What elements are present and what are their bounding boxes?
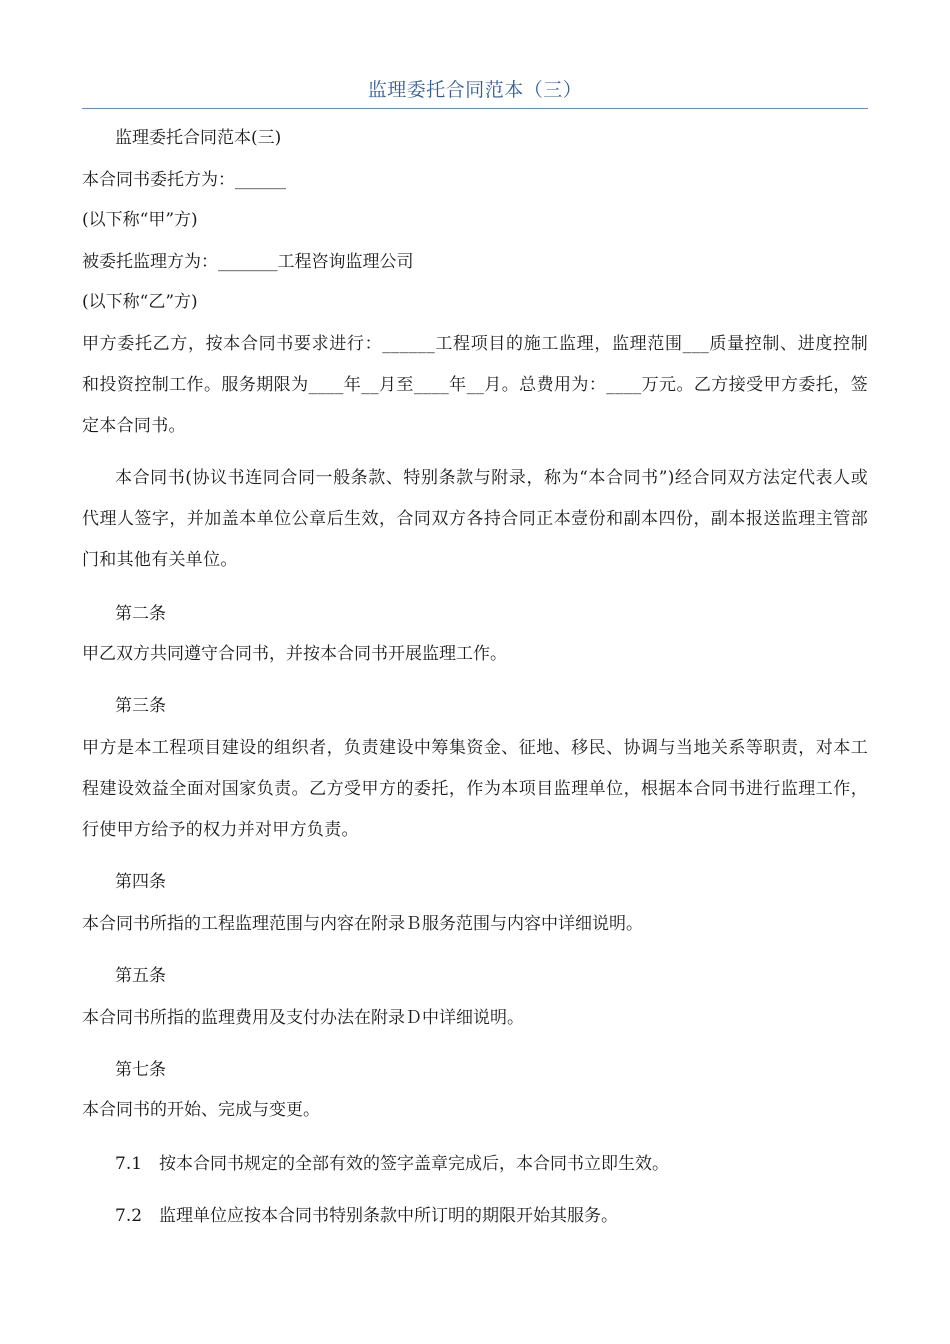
supervisor-alias: (以下称“乙”方) xyxy=(82,292,198,312)
validity-paragraph: 本合同书(协议书连同合同一般条款、特别条款与附录，称为“本合同书”)经合同双方法定代表人或代理人签字，并加盖本单位公章后生效，合同双方各持合同正本壹份和副本四份，副本报送监理主管部门和其他有关单位。 xyxy=(82,468,868,570)
article-2-heading: 第二条 xyxy=(115,604,166,624)
clause-7-1: 7.1 按本合同书规定的全部有效的签字盖章完成后，本合同书立即生效。 xyxy=(115,1154,670,1174)
supervisor-line: 被委托监理方为：_______工程咨询监理公司 xyxy=(82,252,414,272)
article-3-heading: 第三条 xyxy=(115,696,166,716)
client-line: 本合同书委托方为：______ xyxy=(82,170,286,190)
article-5-heading: 第五条 xyxy=(115,966,166,986)
article-3-text: 甲方是本工程项目建设的组织者，负责建设中筹集资金、征地、移民、协调与当地关系等职责，对本工程建设效益全面对国家负责。乙方受甲方的委托，作为本项目监理单位，根据本合同书进行监理工作，行使甲方给予的权力并对甲方负责。 xyxy=(82,738,868,840)
clause-7-2: 7.2 监理单位应按本合同书特别条款中所订明的期限开始其服务。 xyxy=(115,1206,619,1226)
article-4-text: 本合同书所指的工程监理范围与内容在附录Ｂ服务范围与内容中详细说明。 xyxy=(82,914,643,934)
document-title: 监理委托合同范本(三) xyxy=(115,128,282,148)
article-7-heading: 第七条 xyxy=(115,1060,166,1080)
article-2-text: 甲乙双方共同遵守合同书，并按本合同书开展监理工作。 xyxy=(82,644,507,664)
page-header-title: 监理委托合同范本（三） xyxy=(367,79,583,101)
header-divider xyxy=(82,108,868,109)
client-alias: (以下称“甲”方) xyxy=(82,210,198,230)
article-5-text: 本合同书所指的监理费用及支付办法在附录Ｄ中详细说明。 xyxy=(82,1008,524,1028)
article-4-heading: 第四条 xyxy=(115,872,166,892)
commission-paragraph: 甲方委托乙方，按本合同书要求进行：______工程项目的施工监理，监理范围___质量控制、进度控制和投资控制工作。服务期限为____年__月至____年__月。总费用为：____万元。乙方接受甲方委托，签定本合同书。 xyxy=(82,334,868,436)
article-7-text: 本合同书的开始、完成与变更。 xyxy=(82,1100,320,1120)
